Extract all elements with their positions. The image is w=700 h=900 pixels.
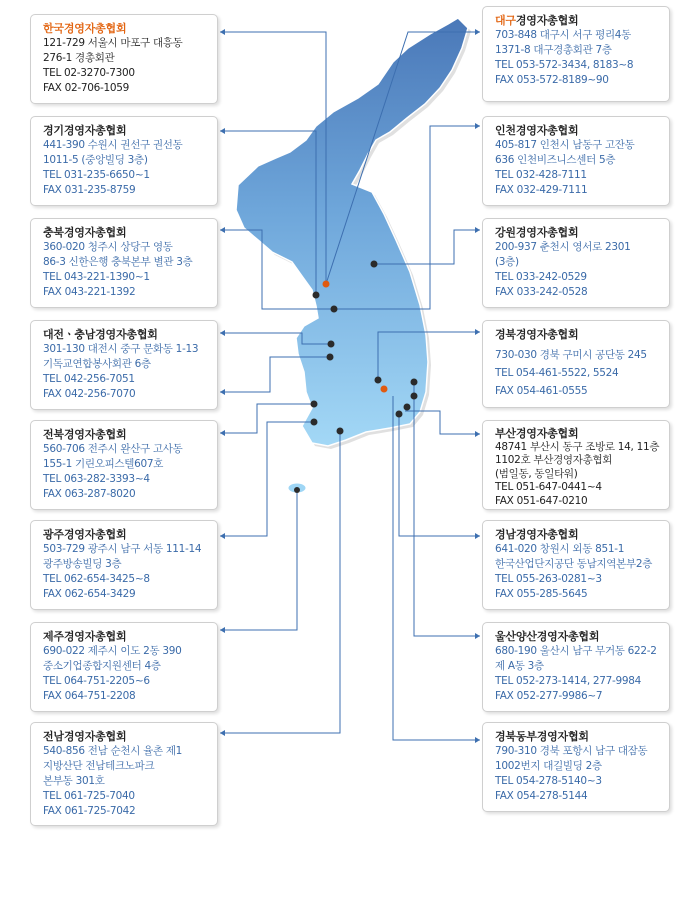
address-line: 636 인천비즈니스센터 5층	[495, 154, 616, 166]
dot-chungbuk	[328, 341, 335, 348]
office-card-daegu	[482, 6, 670, 102]
office-title: 광주경영자총협회	[43, 528, 127, 541]
address-line: 광주방송빌딩 3층	[43, 558, 122, 570]
fax-line: FAX 061-725-7042	[43, 805, 136, 817]
tel-line: TEL 061-725-7040	[43, 790, 135, 802]
address-line: 560-706 전주시 완산구 고사동	[43, 443, 183, 455]
address-line: 제 A동 3층	[495, 660, 544, 672]
korea-peninsula	[236, 18, 468, 446]
office-card-gyeonggi	[30, 116, 218, 206]
address-line: 1002번지 대길빌딩 2층	[495, 760, 602, 772]
dot-daegu	[381, 386, 388, 393]
office-card-gangwon	[482, 218, 670, 308]
office-title	[495, 13, 661, 28]
office-card-gyeongnam	[482, 520, 670, 610]
office-card-jeonbuk	[30, 420, 218, 510]
address-line: 641-020 창원시 외동 851-1	[495, 543, 625, 555]
address-line: 405-817 인천시 남동구 고잔동	[495, 139, 635, 151]
dot-jeju	[294, 487, 300, 493]
address-line: 441-390 수원시 권선구 권선동	[43, 139, 183, 151]
fax-line: FAX 055-285-5645	[495, 588, 588, 600]
office-title: 인천경영자총협회	[495, 124, 579, 137]
address-line: 1102호 부산경영자총협회	[495, 454, 613, 466]
dot-gyeonggi	[331, 306, 338, 313]
address-line: (3층)	[495, 256, 519, 268]
office-card-incheon	[482, 116, 670, 206]
fax-line: FAX 053-572-8189~90	[495, 74, 609, 86]
fax-line: FAX 052-277-9986~7	[495, 690, 603, 702]
fax-line: FAX 031-235-8759	[43, 184, 136, 196]
office-card-gyeongbuk-east	[482, 722, 670, 812]
address-line: 기독교연합봉사회관 6층	[43, 358, 151, 370]
office-title: 전북경영자총협회	[43, 428, 127, 441]
tel-line: TEL 054-278-5140~3	[495, 775, 602, 787]
office-card-busan	[482, 420, 670, 510]
office-card-chungbuk	[30, 218, 218, 308]
fax-line: FAX 033-242-0528	[495, 286, 588, 298]
fax-line: FAX 054-278-5144	[495, 790, 588, 802]
office-title: 울산양산경영자총협회	[495, 630, 600, 643]
fax-line: FAX 062-654-3429	[43, 588, 136, 600]
dot-jeonbuk	[311, 401, 318, 408]
address-line: 중소기업종합지원센터 4층	[43, 660, 161, 672]
address-line: 790-310 경북 포항시 남구 대잠동	[495, 745, 648, 757]
tel-line: TEL 055-263-0281~3	[495, 573, 602, 585]
office-title: 대전ㆍ충남경영자총협회	[43, 328, 158, 341]
fax-line: FAX 043-221-1392	[43, 286, 136, 298]
dot-seoul	[323, 281, 330, 288]
fax-line: FAX 063-287-8020	[43, 488, 136, 500]
office-card-jeonnam	[30, 722, 218, 826]
office-title: 충북경영자총협회	[43, 226, 127, 239]
dot-gangwon	[371, 261, 378, 268]
tel-line: TEL 043-221-1390~1	[43, 271, 150, 283]
address-line: 690-022 제주시 이도 2동 390	[43, 645, 182, 657]
office-card-jeju	[30, 622, 218, 712]
tel-line: TEL 031-235-6650~1	[43, 169, 150, 181]
office-title: 경북경영자총협회	[495, 328, 579, 341]
address-line: 200-937 춘천시 영서로 2301	[495, 241, 631, 253]
office-card-gyeongbuk	[482, 320, 670, 408]
dot-pohang	[411, 379, 418, 386]
fax-line: FAX 051-647-0210	[495, 494, 588, 507]
dot-incheon	[313, 292, 320, 299]
tel-line: TEL 054-461-5522, 5524	[495, 367, 619, 379]
fax-line: FAX 054-461-0555	[495, 385, 588, 397]
tel-line: TEL 02-3270-7300	[43, 67, 135, 79]
office-title: 경남경영자총협회	[495, 528, 579, 541]
tel-line: TEL 032-428-7111	[495, 169, 587, 181]
address-line: 86-3 신한은행 충북본부 별관 3층	[43, 256, 193, 268]
office-card-daejeon-chungnam	[30, 320, 218, 410]
office-title-rest: 경영자총협회	[515, 14, 579, 27]
office-title: 한국경영자총협회	[43, 22, 127, 35]
address-line: (범일동, 동일타워)	[495, 467, 578, 480]
address-line: 121-729 서울시 마포구 대흥동	[43, 37, 183, 49]
address-line: 680-190 울산시 남구 무거동 622-2	[495, 645, 657, 657]
address-line: 지방산단 전남테크노파크	[43, 760, 155, 772]
tel-line: TEL 033-242-0529	[495, 271, 587, 283]
address-line: 155-1 기린오피스텔607호	[43, 458, 164, 470]
office-title: 강원경영자총협회	[495, 226, 579, 239]
address-line: 540-856 전남 순천시 율촌 제1	[43, 745, 183, 757]
fax-line: FAX 042-256-7070	[43, 388, 136, 400]
address-line: 48741 부산시 동구 조방로 14, 11층	[495, 440, 660, 453]
office-title: 경북동부경영자협회	[495, 730, 589, 743]
dot-suncheon	[337, 428, 344, 435]
address-line: 276-1 경총회관	[43, 52, 115, 64]
dot-changwon	[396, 411, 403, 418]
office-card-gwangju	[30, 520, 218, 610]
tel-line: TEL 051-647-0441~4	[495, 481, 602, 493]
tel-line: TEL 052-273-1414, 277-9984	[495, 675, 642, 687]
office-title: 제주경영자총협회	[43, 630, 127, 643]
fax-line: FAX 032-429-7111	[495, 184, 588, 196]
dot-gumi	[375, 377, 382, 384]
office-card-korea	[30, 14, 218, 104]
address-line: 360-020 청주시 상당구 영동	[43, 241, 173, 253]
address-line: 1011-5 (중앙빌딩 3층)	[43, 154, 148, 166]
tel-line: TEL 064-751-2205~6	[43, 675, 150, 687]
dot-busan	[404, 404, 411, 411]
office-title: 경기경영자총협회	[43, 124, 127, 137]
address-line: 한국산업단지공단 동남지역본부2층	[495, 558, 653, 570]
address-line: 본부동 301호	[43, 775, 105, 787]
dot-daejeon	[327, 354, 334, 361]
office-title: 부산경영자총협회	[495, 427, 579, 440]
office-card-ulsan-yangsan	[482, 622, 670, 712]
fax-line: FAX 02-706-1059	[43, 82, 129, 94]
tel-line: TEL 042-256-7051	[43, 373, 135, 385]
tel-line: TEL 053-572-3434, 8183~8	[495, 59, 634, 71]
office-title: 전남경영자총협회	[43, 730, 127, 743]
address-line: 1371-8 대구경총회관 7층	[495, 44, 612, 56]
dot-gwangju	[311, 419, 318, 426]
address-line: 730-030 경북 구미시 공단동 245	[495, 349, 647, 361]
dot-ulsan	[411, 393, 418, 400]
office-title-highlight: 대구	[495, 14, 516, 27]
fax-line: FAX 064-751-2208	[43, 690, 136, 702]
tel-line: TEL 063-282-3393~4	[43, 473, 150, 485]
address-line: 301-130 대전시 중구 문화동 1-13	[43, 343, 199, 355]
tel-line: TEL 062-654-3425~8	[43, 573, 150, 585]
address-line: 703-848 대구시 서구 평리4동	[495, 29, 632, 41]
address-line: 503-729 광주시 남구 서동 111-14	[43, 543, 202, 555]
